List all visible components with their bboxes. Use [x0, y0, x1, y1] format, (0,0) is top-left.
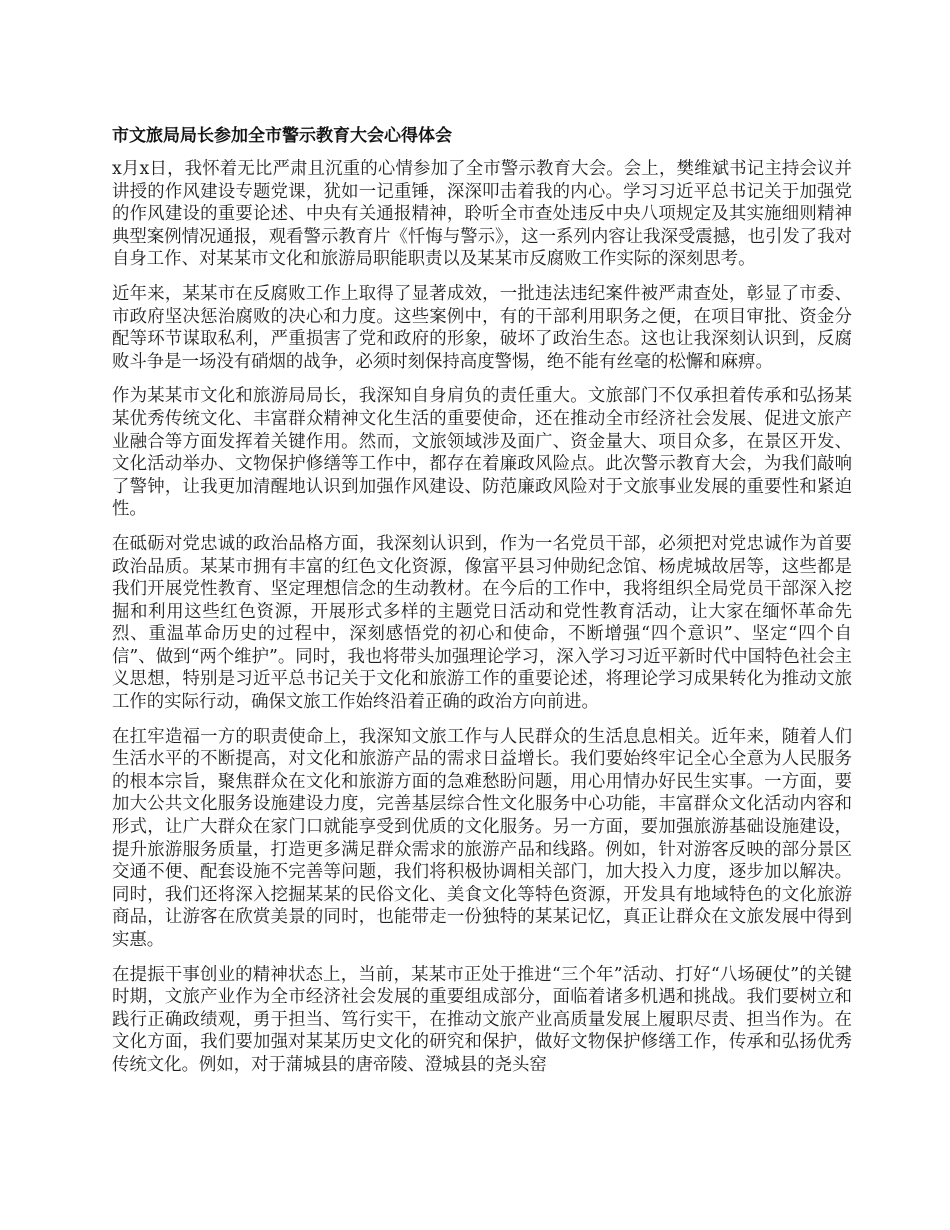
document-title: 市文旅局局长参加全市警示教育大会心得体会 [112, 126, 452, 146]
paragraph-loyalty: 在砥砺对党忠诚的政治品格方面，我深刻认识到，作为一名党员干部，必须把对党忠诚作为首要政治品质。某某市拥有丰富的红色文化资源，像富平县习仲勋纪念馆、杨虎城故居等，这些都是我们开展党性教育、坚定理想信念的生动教材。在今后的工作中，我将组织全局党员干部深入挖掘和利用这些红色资源，开展形式多样的主题党日活动和党性教育活动，让大家在缅怀革命先烈、重温革命历史的过程中，深刻感悟党的初心和使命，不断增强“四个意识”、坚定“四个自信”、做到“两个维护”。同时，我也将带头加强理论学习，深入学习习近平新时代中国特色社会主义思想，特别是习近平总书记关于文化和旅游工作的重要论述，将理论学习成果转化为推动文旅工作的实际行动，确保文旅工作始终沿着正确的政治方向前进。 [112, 533, 852, 713]
document-page [112, 124, 852, 1089]
paragraph-responsibility: 作为某某市文化和旅游局局长，我深知自身肩负的责任重大。文旅部门不仅承担着传承和弘扬某某优秀传统文化、丰富群众精神文化生活的重要使命，还在推动全市经济社会发展、促进文旅产业融合等方面发挥着关键作用。然而，文旅领域涉及面广、资金量大、项目众多，在景区开发、文化活动举办、文物保护修缮等工作中，都存在着廉政风险点。此次警示教育大会，为我们敲响了警钟，让我更加清醒地认识到加强作风建设、防范廉政风险对于文旅事业发展的重要性和紧迫性。 [112, 386, 852, 520]
paragraph-intro: x月x日，我怀着无比严肃且沉重的心情参加了全市警示教育大会。会上，樊维斌书记主持会议并讲授的作风建设专题党课，犹如一记重锤，深深叩击着我的内心。学习习近平总书记关于加强党的作风建设的重要论述、中央有关通报精神，聆听全市查处违反中央八项规定及其实施细则精神典型案例情况通报，观看警示教育片《忏悔与警示》，这一系列内容让我深受震撼，也引发了我对自身工作、对某某市文化和旅游局职能职责以及某某市反腐败工作实际的深刻思考。 [112, 159, 852, 270]
paragraph-public-service: 在扛牢造福一方的职责使命上，我深知文旅工作与人民群众的生活息息相关。近年来，随着人们生活水平的不断提高，对文化和旅游产品的需求日益增长。我们要始终牢记全心全意为人民服务的根本宗旨，聚焦群众在文化和旅游方面的急难愁盼问题，用心用情办好民生实事。一方面，要加大公共文化服务设施建设力度，完善基层综合性文化服务中心功能，丰富群众文化活动内容和形式，让广大群众在家门口就能享受到优质的文化服务。另一方面，要加强旅游基础设施建设，提升旅游服务质量，打造更多满足群众需求的旅游产品和线路。例如，针对游客反映的部分景区交通不便、配套设施不完善等问题，我们将积极协调相关部门，加大投入力度，逐步加以解决。同时，我们还将深入挖掘某某的民俗文化、美食文化等特色资源，开发具有地域特色的文化旅游商品，让游客在欣赏美景的同时，也能带走一份独特的某某记忆，真正让群众在文旅发展中得到实惠。 [112, 726, 852, 950]
paragraph-anti-corruption: 近年来，某某市在反腐败工作上取得了显著成效，一批违法违纪案件被严肃查处，彰显了市委、市政府坚决惩治腐败的决心和力度。这些案例中，有的干部利用职务之便，在项目审批、资金分配等环节谋取私利，严重损害了党和政府的形象，破坏了政治生态。这也让我深刻认识到，反腐败斗争是一场没有硝烟的战争，必须时刻保持高度警惕，绝不能有丝毫的松懈和麻痹。 [112, 283, 852, 372]
paragraph-entrepreneurship: 在提振干事创业的精神状态上，当前，某某市正处于推进“三个年”活动、打好“八场硬仗”的关键时期，文旅产业作为全市经济社会发展的重要组成部分，面临着诸多机遇和挑战。我们要树立和践行正确政绩观，勇于担当、笃行实干，在推动文旅产业高质量发展上履职尽责、担当作为。在文化方面，我们要加强对某某历史文化的研究和保护，做好文物保护修缮工作，传承和弘扬优秀传统文化。例如，对于蒲城县的唐帝陵、澄城县的尧头窑 [112, 964, 852, 1075]
